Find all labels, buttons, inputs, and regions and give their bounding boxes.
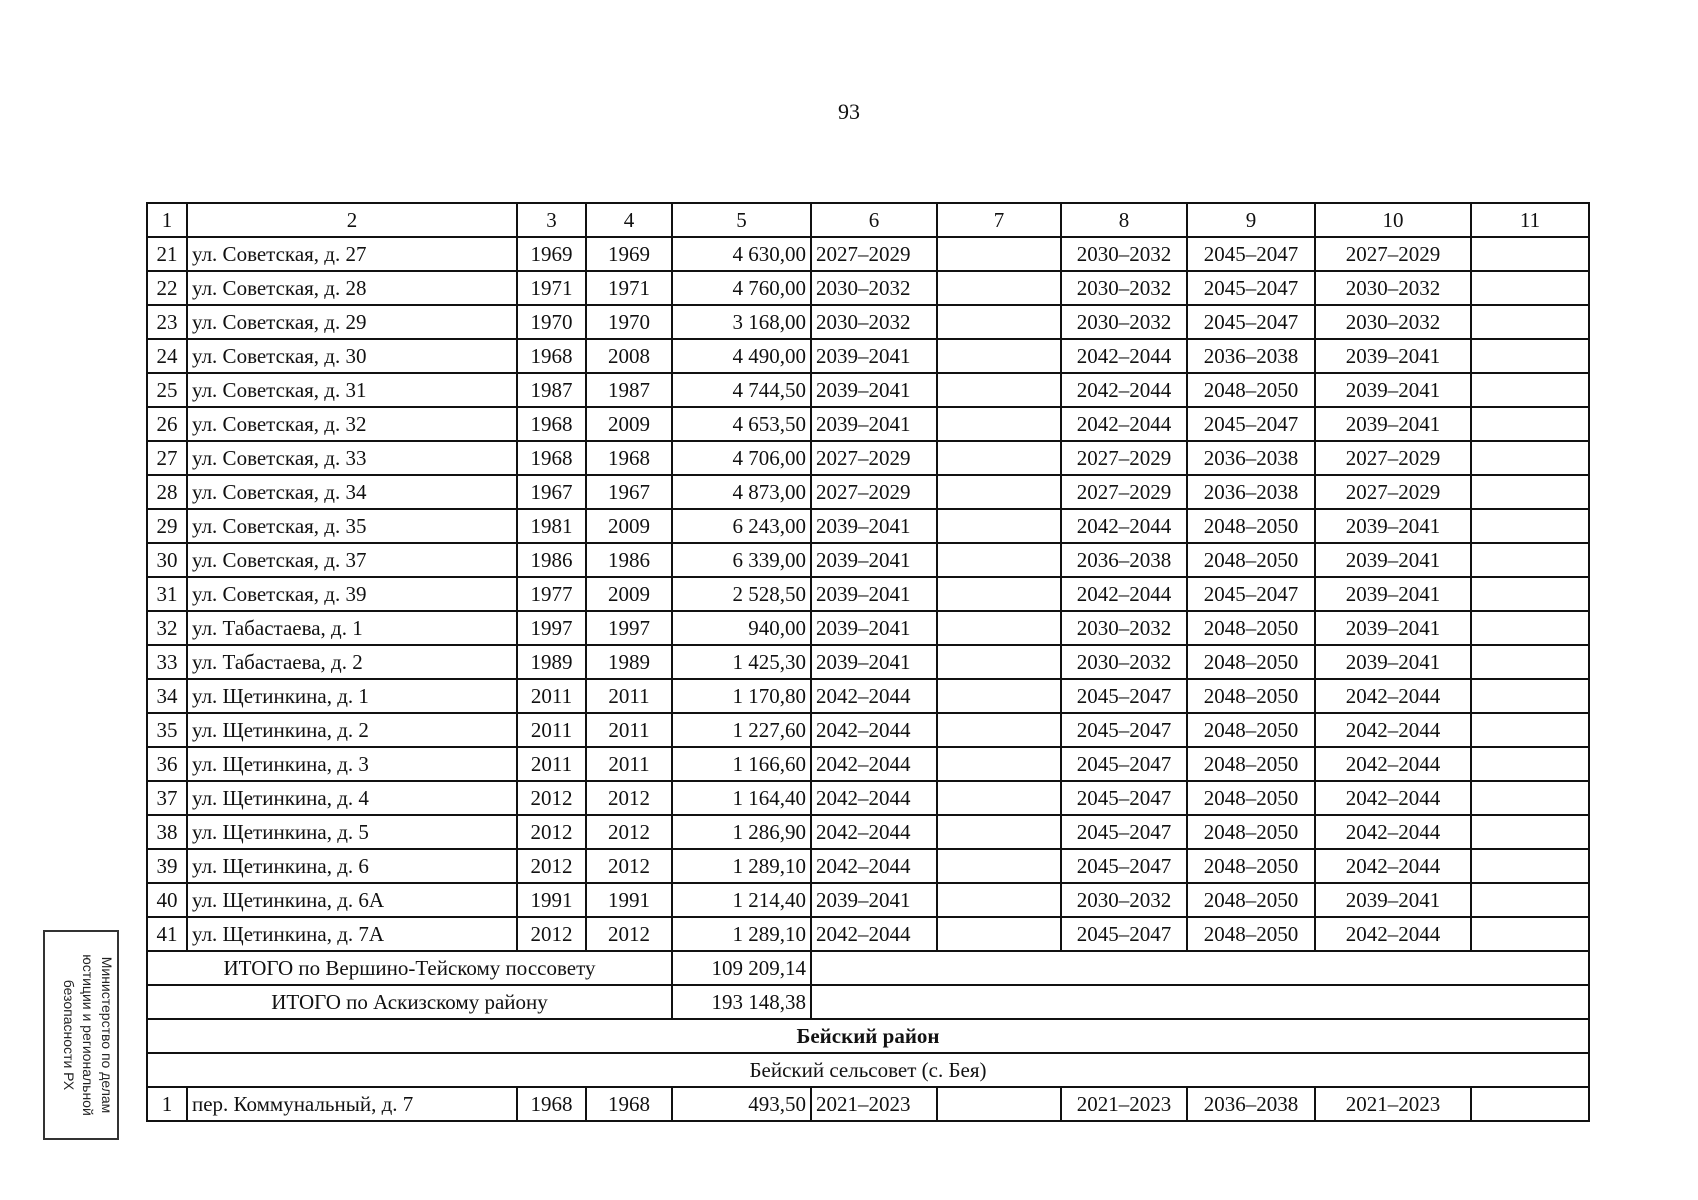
area-cell: 940,00 [672, 611, 811, 645]
row-number-cell: 37 [147, 781, 187, 815]
period-cell: 2039–2041 [811, 883, 937, 917]
table-row [147, 815, 1589, 849]
year-built-cell: 2011 [517, 713, 586, 747]
period-cell [1471, 339, 1589, 373]
column-number-header: 1 [147, 203, 187, 237]
total-row [147, 951, 1589, 985]
area-cell: 1 164,40 [672, 781, 811, 815]
period-cell: 2045–2047 [1061, 679, 1187, 713]
period-cell: 2042–2044 [811, 747, 937, 781]
address-cell: ул. Советская, д. 37 [187, 543, 517, 577]
table-row [147, 237, 1589, 271]
period-cell [937, 543, 1061, 577]
total-value: 193 148,38 [672, 985, 811, 1019]
address-cell: ул. Щетинкина, д. 2 [187, 713, 517, 747]
year-built-cell: 1969 [517, 237, 586, 271]
period-cell: 2042–2044 [1315, 781, 1471, 815]
total-value: 109 209,14 [672, 951, 811, 985]
address-cell: ул. Щетинкина, д. 3 [187, 747, 517, 781]
total-label: ИТОГО по Аскизскому району [147, 985, 672, 1019]
table-row [147, 305, 1589, 339]
period-cell: 2039–2041 [811, 373, 937, 407]
period-cell: 2048–2050 [1187, 509, 1315, 543]
address-cell: ул. Советская, д. 39 [187, 577, 517, 611]
column-number-header: 4 [586, 203, 672, 237]
period-cell [1471, 509, 1589, 543]
period-cell [937, 679, 1061, 713]
year-renovated-cell: 2012 [586, 849, 672, 883]
year-built-cell: 2012 [517, 815, 586, 849]
stamp-line: Министерство по делам [99, 956, 115, 1114]
period-cell: 2027–2029 [811, 475, 937, 509]
period-cell [1471, 645, 1589, 679]
column-number-header: 8 [1061, 203, 1187, 237]
year-built-cell: 1986 [517, 543, 586, 577]
period-cell: 2045–2047 [1061, 713, 1187, 747]
year-renovated-cell: 1968 [586, 1087, 672, 1121]
section-row [147, 1053, 1589, 1087]
period-cell: 2039–2041 [811, 407, 937, 441]
year-built-cell: 2011 [517, 747, 586, 781]
table-row [147, 781, 1589, 815]
period-cell: 2045–2047 [1187, 237, 1315, 271]
period-cell [937, 577, 1061, 611]
row-number-cell: 34 [147, 679, 187, 713]
council-heading: Бейский сельсовет (с. Бея) [147, 1053, 1589, 1087]
area-cell: 4 630,00 [672, 237, 811, 271]
total-row [147, 985, 1589, 1019]
year-built-cell: 1971 [517, 271, 586, 305]
period-cell: 2042–2044 [1061, 373, 1187, 407]
address-cell: ул. Советская, д. 31 [187, 373, 517, 407]
year-built-cell: 2012 [517, 849, 586, 883]
period-cell [937, 373, 1061, 407]
period-cell: 2039–2041 [811, 577, 937, 611]
row-number-cell: 39 [147, 849, 187, 883]
area-cell: 1 227,60 [672, 713, 811, 747]
row-number-cell: 28 [147, 475, 187, 509]
period-cell: 2039–2041 [1315, 339, 1471, 373]
address-cell: ул. Советская, д. 32 [187, 407, 517, 441]
year-built-cell: 1981 [517, 509, 586, 543]
table-row [147, 679, 1589, 713]
period-cell [1471, 237, 1589, 271]
table-row [147, 747, 1589, 781]
stamp-line: безопасности РХ [61, 979, 77, 1091]
year-renovated-cell: 2009 [586, 407, 672, 441]
period-cell: 2027–2029 [1061, 441, 1187, 475]
period-cell: 2048–2050 [1187, 781, 1315, 815]
period-cell [937, 407, 1061, 441]
area-cell: 4 873,00 [672, 475, 811, 509]
total-label: ИТОГО по Вершино-Тейскому поссовету [147, 951, 672, 985]
period-cell: 2039–2041 [1315, 543, 1471, 577]
period-cell: 2048–2050 [1187, 645, 1315, 679]
period-cell: 2036–2038 [1061, 543, 1187, 577]
row-number-cell: 21 [147, 237, 187, 271]
period-cell: 2021–2023 [1315, 1087, 1471, 1121]
period-cell: 2042–2044 [811, 781, 937, 815]
year-renovated-cell: 2012 [586, 815, 672, 849]
year-built-cell: 1968 [517, 407, 586, 441]
period-cell [1471, 815, 1589, 849]
period-cell: 2042–2044 [811, 849, 937, 883]
period-cell: 2030–2032 [1061, 883, 1187, 917]
table-row [147, 1087, 1589, 1121]
period-cell: 2042–2044 [1315, 917, 1471, 951]
year-built-cell: 1991 [517, 883, 586, 917]
period-cell: 2045–2047 [1187, 407, 1315, 441]
row-number-cell: 26 [147, 407, 187, 441]
period-cell [937, 883, 1061, 917]
period-cell: 2027–2029 [1315, 237, 1471, 271]
area-cell: 4 653,50 [672, 407, 811, 441]
period-cell: 2045–2047 [1061, 747, 1187, 781]
year-renovated-cell: 1987 [586, 373, 672, 407]
column-number-header: 2 [187, 203, 517, 237]
table-row [147, 713, 1589, 747]
year-built-cell: 1977 [517, 577, 586, 611]
area-cell: 1 289,10 [672, 849, 811, 883]
period-cell: 2036–2038 [1187, 339, 1315, 373]
registration-stamp [43, 930, 119, 1140]
year-renovated-cell: 2012 [586, 781, 672, 815]
column-number-header: 3 [517, 203, 586, 237]
period-cell: 2045–2047 [1061, 917, 1187, 951]
address-cell: ул. Щетинкина, д. 6А [187, 883, 517, 917]
row-number-cell: 31 [147, 577, 187, 611]
address-cell: ул. Советская, д. 27 [187, 237, 517, 271]
table-row [147, 509, 1589, 543]
period-cell: 2045–2047 [1187, 305, 1315, 339]
table-row [147, 611, 1589, 645]
row-number-cell: 29 [147, 509, 187, 543]
period-cell: 2030–2032 [1315, 271, 1471, 305]
period-cell: 2042–2044 [811, 917, 937, 951]
year-built-cell: 1967 [517, 475, 586, 509]
period-cell: 2027–2029 [811, 441, 937, 475]
area-cell: 2 528,50 [672, 577, 811, 611]
year-built-cell: 2012 [517, 781, 586, 815]
period-cell: 2045–2047 [1187, 271, 1315, 305]
period-cell: 2048–2050 [1187, 543, 1315, 577]
column-number-header: 10 [1315, 203, 1471, 237]
area-cell: 493,50 [672, 1087, 811, 1121]
period-cell: 2048–2050 [1187, 679, 1315, 713]
period-cell [1471, 679, 1589, 713]
row-number-cell: 41 [147, 917, 187, 951]
stamp-line: юстиции и региональной [80, 954, 96, 1116]
period-cell: 2042–2044 [1315, 815, 1471, 849]
period-cell: 2030–2032 [1061, 645, 1187, 679]
period-cell: 2039–2041 [1315, 577, 1471, 611]
row-number-cell: 24 [147, 339, 187, 373]
period-cell [1471, 305, 1589, 339]
period-cell [937, 747, 1061, 781]
area-cell: 1 214,40 [672, 883, 811, 917]
year-built-cell: 2011 [517, 679, 586, 713]
year-built-cell: 1987 [517, 373, 586, 407]
period-cell: 2030–2032 [1061, 611, 1187, 645]
row-number-cell: 36 [147, 747, 187, 781]
period-cell [1471, 917, 1589, 951]
table-row [147, 849, 1589, 883]
year-built-cell: 1989 [517, 645, 586, 679]
row-number-cell: 33 [147, 645, 187, 679]
period-cell: 2048–2050 [1187, 815, 1315, 849]
header-row [147, 203, 1589, 237]
year-renovated-cell: 2011 [586, 679, 672, 713]
table-row [147, 475, 1589, 509]
area-cell: 6 243,00 [672, 509, 811, 543]
period-cell [1471, 849, 1589, 883]
year-renovated-cell: 1997 [586, 611, 672, 645]
table-row [147, 373, 1589, 407]
address-cell: ул. Советская, д. 35 [187, 509, 517, 543]
period-cell [937, 815, 1061, 849]
row-number-cell: 23 [147, 305, 187, 339]
period-cell: 2045–2047 [1187, 577, 1315, 611]
period-cell: 2021–2023 [811, 1087, 937, 1121]
period-cell [1471, 1087, 1589, 1121]
address-cell: ул. Щетинкина, д. 5 [187, 815, 517, 849]
area-cell: 1 166,60 [672, 747, 811, 781]
year-renovated-cell: 2011 [586, 713, 672, 747]
period-cell [937, 1087, 1061, 1121]
year-renovated-cell: 1967 [586, 475, 672, 509]
year-renovated-cell: 2012 [586, 917, 672, 951]
period-cell: 2030–2032 [811, 271, 937, 305]
period-cell [1471, 713, 1589, 747]
address-cell: ул. Щетинкина, д. 1 [187, 679, 517, 713]
year-renovated-cell: 1986 [586, 543, 672, 577]
period-cell [1471, 271, 1589, 305]
table-body [147, 203, 1589, 1121]
period-cell: 2039–2041 [811, 645, 937, 679]
period-cell [937, 339, 1061, 373]
period-cell [1471, 883, 1589, 917]
period-cell: 2039–2041 [811, 611, 937, 645]
column-number-header: 11 [1471, 203, 1589, 237]
year-renovated-cell: 1989 [586, 645, 672, 679]
period-cell [1471, 373, 1589, 407]
period-cell [937, 237, 1061, 271]
period-cell: 2030–2032 [1061, 305, 1187, 339]
period-cell: 2045–2047 [1061, 849, 1187, 883]
total-empty-cell [811, 951, 1589, 985]
row-number-cell: 22 [147, 271, 187, 305]
area-cell: 4 744,50 [672, 373, 811, 407]
table-row [147, 883, 1589, 917]
year-built-cell: 1997 [517, 611, 586, 645]
period-cell: 2048–2050 [1187, 883, 1315, 917]
year-renovated-cell: 2011 [586, 747, 672, 781]
period-cell: 2030–2032 [811, 305, 937, 339]
period-cell: 2039–2041 [1315, 883, 1471, 917]
period-cell: 2048–2050 [1187, 611, 1315, 645]
period-cell [937, 611, 1061, 645]
address-cell: ул. Щетинкина, д. 4 [187, 781, 517, 815]
period-cell: 2039–2041 [1315, 645, 1471, 679]
table-row [147, 917, 1589, 951]
row-number-cell: 35 [147, 713, 187, 747]
area-cell: 4 760,00 [672, 271, 811, 305]
row-number-cell: 27 [147, 441, 187, 475]
period-cell: 2048–2050 [1187, 747, 1315, 781]
column-number-header: 9 [1187, 203, 1315, 237]
period-cell [937, 509, 1061, 543]
period-cell: 2036–2038 [1187, 1087, 1315, 1121]
year-renovated-cell: 1968 [586, 441, 672, 475]
row-number-cell: 40 [147, 883, 187, 917]
page-number: 93 [838, 99, 860, 124]
year-built-cell: 2012 [517, 917, 586, 951]
period-cell [1471, 781, 1589, 815]
period-cell: 2039–2041 [1315, 509, 1471, 543]
year-renovated-cell: 2009 [586, 577, 672, 611]
table-row [147, 407, 1589, 441]
address-cell: ул. Табастаева, д. 1 [187, 611, 517, 645]
district-heading: Бейский район [147, 1019, 1589, 1053]
area-cell: 1 289,10 [672, 917, 811, 951]
period-cell: 2042–2044 [811, 815, 937, 849]
period-cell: 2039–2041 [811, 543, 937, 577]
period-cell: 2048–2050 [1187, 849, 1315, 883]
period-cell: 2030–2032 [1315, 305, 1471, 339]
period-cell: 2030–2032 [1061, 271, 1187, 305]
period-cell: 2030–2032 [1061, 237, 1187, 271]
period-cell: 2027–2029 [1315, 475, 1471, 509]
period-cell: 2027–2029 [811, 237, 937, 271]
year-renovated-cell: 1970 [586, 305, 672, 339]
table-row [147, 339, 1589, 373]
address-cell: пер. Коммунальный, д. 7 [187, 1087, 517, 1121]
address-cell: ул. Щетинкина, д. 6 [187, 849, 517, 883]
period-cell: 2042–2044 [811, 679, 937, 713]
period-cell: 2036–2038 [1187, 475, 1315, 509]
period-cell: 2039–2041 [811, 509, 937, 543]
row-number-cell: 30 [147, 543, 187, 577]
address-cell: ул. Советская, д. 29 [187, 305, 517, 339]
area-cell: 4 490,00 [672, 339, 811, 373]
period-cell: 2045–2047 [1061, 781, 1187, 815]
section-row [147, 1019, 1589, 1053]
area-cell: 4 706,00 [672, 441, 811, 475]
period-cell [1471, 543, 1589, 577]
period-cell: 2048–2050 [1187, 713, 1315, 747]
period-cell [1471, 475, 1589, 509]
table-row [147, 271, 1589, 305]
year-built-cell: 1970 [517, 305, 586, 339]
area-cell: 1 286,90 [672, 815, 811, 849]
year-renovated-cell: 2009 [586, 509, 672, 543]
year-built-cell: 1968 [517, 339, 586, 373]
period-cell: 2036–2038 [1187, 441, 1315, 475]
year-renovated-cell: 1971 [586, 271, 672, 305]
address-cell: ул. Советская, д. 34 [187, 475, 517, 509]
table-row [147, 543, 1589, 577]
period-cell [1471, 611, 1589, 645]
period-cell: 2042–2044 [1315, 849, 1471, 883]
period-cell: 2027–2029 [1315, 441, 1471, 475]
period-cell: 2042–2044 [1315, 679, 1471, 713]
period-cell [1471, 747, 1589, 781]
address-cell: ул. Советская, д. 33 [187, 441, 517, 475]
housing-repair-schedule-table [146, 202, 1590, 1122]
period-cell [937, 271, 1061, 305]
period-cell: 2048–2050 [1187, 373, 1315, 407]
period-cell [937, 645, 1061, 679]
period-cell [1471, 441, 1589, 475]
column-number-header: 6 [811, 203, 937, 237]
period-cell: 2042–2044 [1061, 509, 1187, 543]
period-cell [937, 917, 1061, 951]
period-cell: 2027–2029 [1061, 475, 1187, 509]
address-cell: ул. Табастаева, д. 2 [187, 645, 517, 679]
table-row [147, 645, 1589, 679]
year-built-cell: 1968 [517, 441, 586, 475]
period-cell: 2042–2044 [1061, 339, 1187, 373]
period-cell [937, 713, 1061, 747]
period-cell: 2042–2044 [1315, 713, 1471, 747]
period-cell: 2048–2050 [1187, 917, 1315, 951]
table-row [147, 441, 1589, 475]
column-number-header: 7 [937, 203, 1061, 237]
period-cell: 2039–2041 [1315, 373, 1471, 407]
period-cell: 2039–2041 [1315, 611, 1471, 645]
period-cell [937, 305, 1061, 339]
year-built-cell: 1968 [517, 1087, 586, 1121]
period-cell: 2042–2044 [811, 713, 937, 747]
period-cell: 2039–2041 [811, 339, 937, 373]
year-renovated-cell: 1991 [586, 883, 672, 917]
period-cell [1471, 577, 1589, 611]
row-number-cell: 32 [147, 611, 187, 645]
year-renovated-cell: 2008 [586, 339, 672, 373]
row-number-cell: 38 [147, 815, 187, 849]
row-number-cell: 1 [147, 1087, 187, 1121]
period-cell: 2039–2041 [1315, 407, 1471, 441]
period-cell: 2042–2044 [1061, 407, 1187, 441]
period-cell [937, 475, 1061, 509]
period-cell: 2021–2023 [1061, 1087, 1187, 1121]
period-cell: 2042–2044 [1315, 747, 1471, 781]
column-number-header: 5 [672, 203, 811, 237]
address-cell: ул. Советская, д. 30 [187, 339, 517, 373]
period-cell [937, 781, 1061, 815]
area-cell: 1 425,30 [672, 645, 811, 679]
year-renovated-cell: 1969 [586, 237, 672, 271]
row-number-cell: 25 [147, 373, 187, 407]
period-cell [1471, 407, 1589, 441]
area-cell: 3 168,00 [672, 305, 811, 339]
table-row [147, 577, 1589, 611]
period-cell: 2042–2044 [1061, 577, 1187, 611]
area-cell: 1 170,80 [672, 679, 811, 713]
total-empty-cell [811, 985, 1589, 1019]
period-cell [937, 849, 1061, 883]
address-cell: ул. Советская, д. 28 [187, 271, 517, 305]
area-cell: 6 339,00 [672, 543, 811, 577]
period-cell [937, 441, 1061, 475]
address-cell: ул. Щетинкина, д. 7А [187, 917, 517, 951]
period-cell: 2045–2047 [1061, 815, 1187, 849]
